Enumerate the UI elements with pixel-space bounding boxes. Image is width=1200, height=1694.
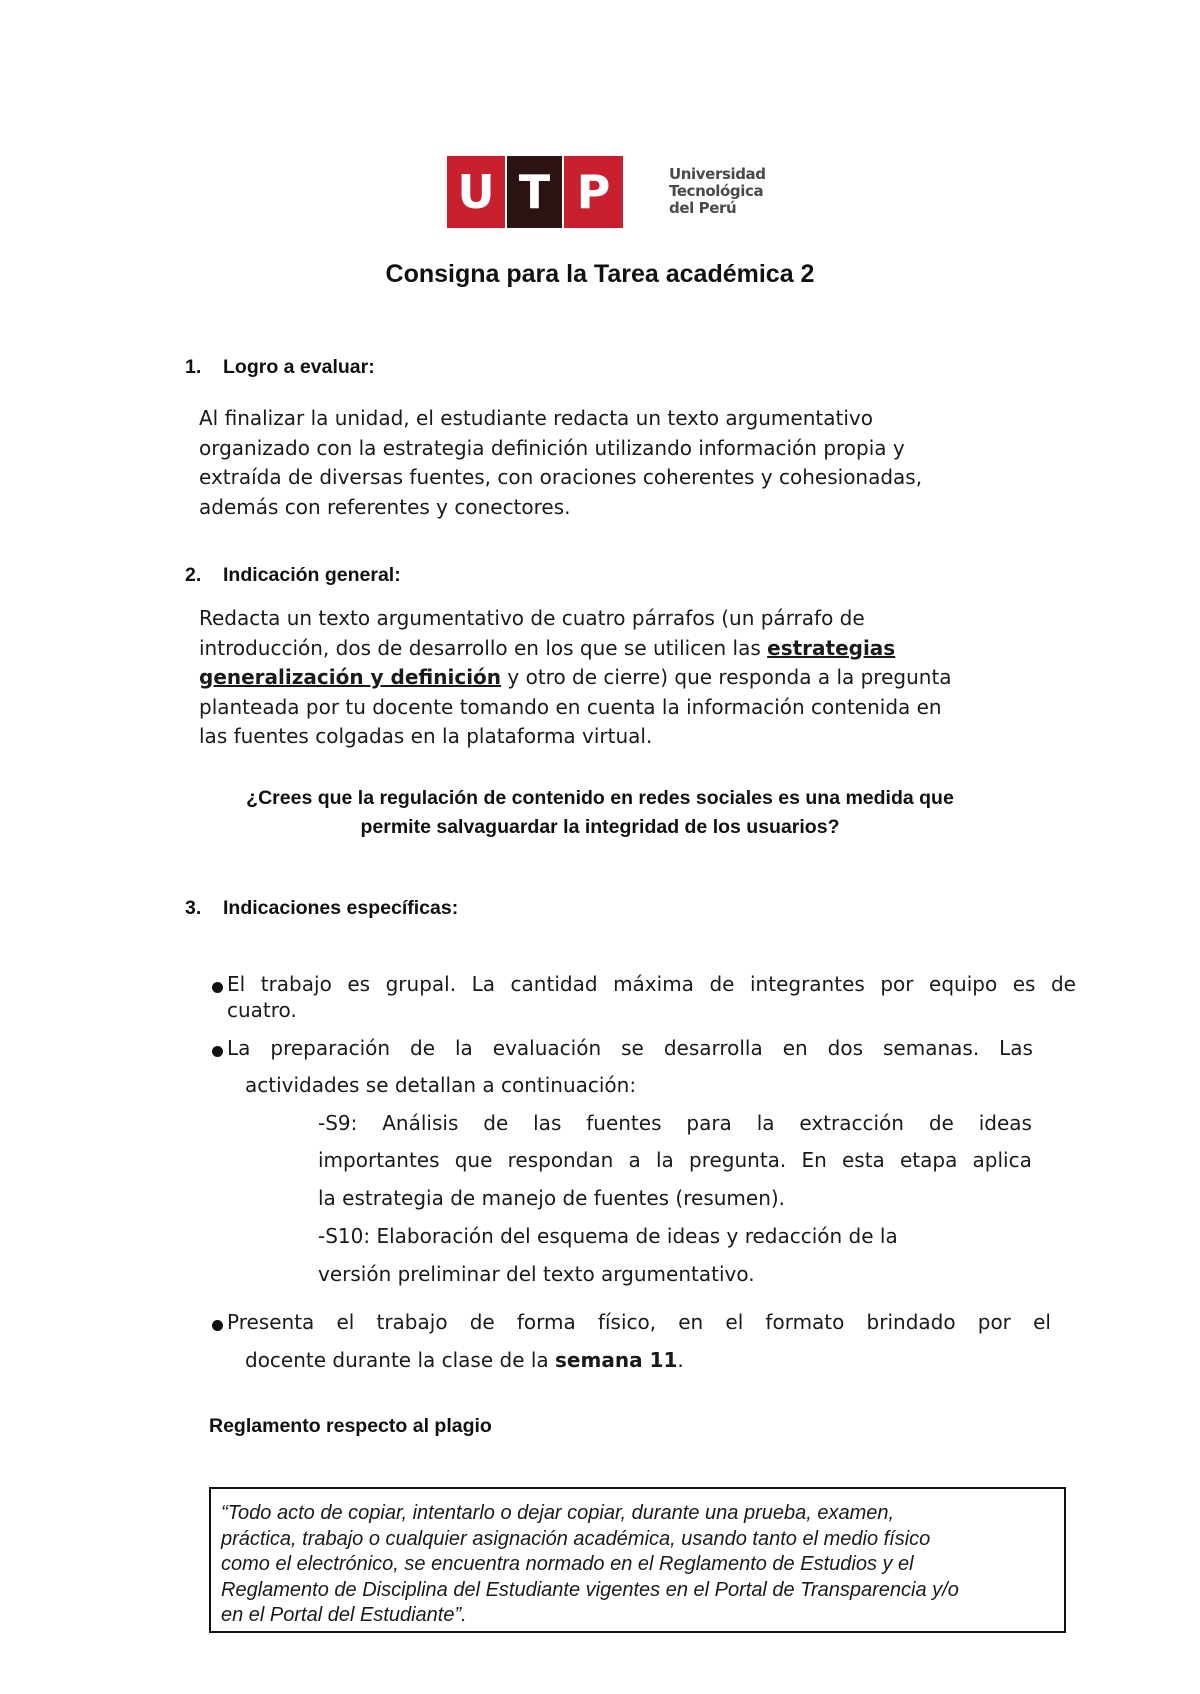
section-title: Indicaciones específicas: (223, 897, 459, 919)
quote-line: práctica, trabajo o cualquier asignación académica, usando tanto el medio físico (221, 1527, 931, 1550)
bullet-3-line (245, 1348, 684, 1372)
logo-letter-p: P (564, 156, 623, 228)
section-2-body (199, 604, 952, 752)
logo-letter-t: T (507, 156, 562, 228)
guiding-question (0, 784, 1200, 842)
section-number: 2. (185, 564, 202, 586)
bullet-dot-icon (212, 1046, 223, 1057)
s9-line: la estrategia de manejo de fuentes (resumen). (318, 1186, 786, 1210)
bullet-2-line: actividades se detallan a continuación: (245, 1073, 637, 1097)
text-line: planteada por tu docente tomando en cuenta la información contenida en (199, 694, 942, 719)
text-line: Redacta un texto argumentativo de cuatro párrafos (un párrafo de (199, 606, 865, 630)
logo-wordmark (669, 166, 766, 217)
s10-line: -S10: Elaboración del esquema de ideas y redacción de la (318, 1224, 898, 1248)
s9-line: importantes que respondan a la pregunta. En esta etapa aplica (318, 1148, 1032, 1172)
text-line: además con referentes y conectores. (199, 494, 571, 519)
section-number: 3. (185, 897, 202, 919)
bullet-dot-icon (212, 1320, 223, 1331)
text-span: . (677, 1348, 684, 1372)
s10-line: versión preliminar del texto argumentativo. (318, 1262, 755, 1286)
plagiarism-heading: Reglamento respecto al plagio (209, 1415, 492, 1437)
quote-line: “Todo acto de copiar, intentarlo o dejar copiar, durante una prueba, examen, (221, 1502, 895, 1524)
section-1-body (199, 404, 922, 522)
text-span: introducción, dos de desarrollo en los que se utilicen las (199, 635, 768, 660)
section-title: Logro a evaluar: (223, 356, 375, 378)
text-line: extraída de diversas fuentes, con oraciones coherentes y cohesionadas, (199, 465, 923, 489)
text-line: organizado con la estrategia definición utilizando información propia y (199, 435, 905, 460)
plagiarism-quote (221, 1501, 1061, 1629)
section-3-heading (185, 897, 458, 920)
bullet-1-line: El trabajo es grupal. La cantidad máxima de integrantes por equipo es de (227, 972, 1076, 996)
highlight-strategies: estrategias (767, 635, 896, 660)
text-line (199, 663, 952, 693)
bullet-dot-icon (212, 982, 223, 993)
quote-line: Reglamento de Disciplina del Estudiante vigentes en el Portal de Transparencia y/o (221, 1578, 959, 1601)
logo-text-line: Universidad (669, 165, 766, 183)
text-line: las fuentes colgadas en la plataforma virtual. (199, 724, 653, 748)
quote-line: como el electrónico, se encuentra normado en el Reglamento de Estudios y el (221, 1553, 914, 1575)
question-line: permite salvaguardar la integridad de los usuarios? (360, 816, 840, 838)
text-span: y otro de cierre) que responda a la pregunta (501, 665, 952, 689)
bullet-1-line: cuatro. (227, 998, 297, 1022)
text-span: docente durante la clase de la (245, 1348, 556, 1372)
highlight-strategies: generalización y definición (199, 665, 502, 689)
bullet-2-line: La preparación de la evaluación se desarrolla en dos semanas. Las (227, 1036, 1033, 1060)
plagiarism-quote-box (209, 1487, 1066, 1633)
quote-line: en el Portal del Estudiante”. (221, 1604, 467, 1626)
page-title: Consigna para la Tarea académica 2 (385, 260, 815, 288)
section-1-heading (185, 356, 375, 379)
section-title: Indicación general: (223, 564, 401, 586)
utp-logo (447, 156, 767, 228)
section-number: 1. (185, 356, 202, 378)
week-emphasis: semana 11 (555, 1348, 678, 1372)
s9-line: -S9: Análisis de las fuentes para la extracción de ideas (318, 1111, 1032, 1135)
logo-text-line: Tecnológica (669, 182, 764, 200)
question-line: ¿Crees que la regulación de contenido en redes sociales es una medida que (246, 787, 954, 809)
section-2-heading (185, 564, 401, 587)
text-line (199, 634, 952, 664)
bullet-3-line: Presenta el trabajo de forma físico, en el formato brindado por el (227, 1310, 1051, 1334)
text-line: Al finalizar la unidad, el estudiante redacta un texto argumentativo (199, 406, 873, 430)
logo-text-line: del Perú (669, 199, 737, 217)
logo-letter-u: U (447, 156, 505, 228)
